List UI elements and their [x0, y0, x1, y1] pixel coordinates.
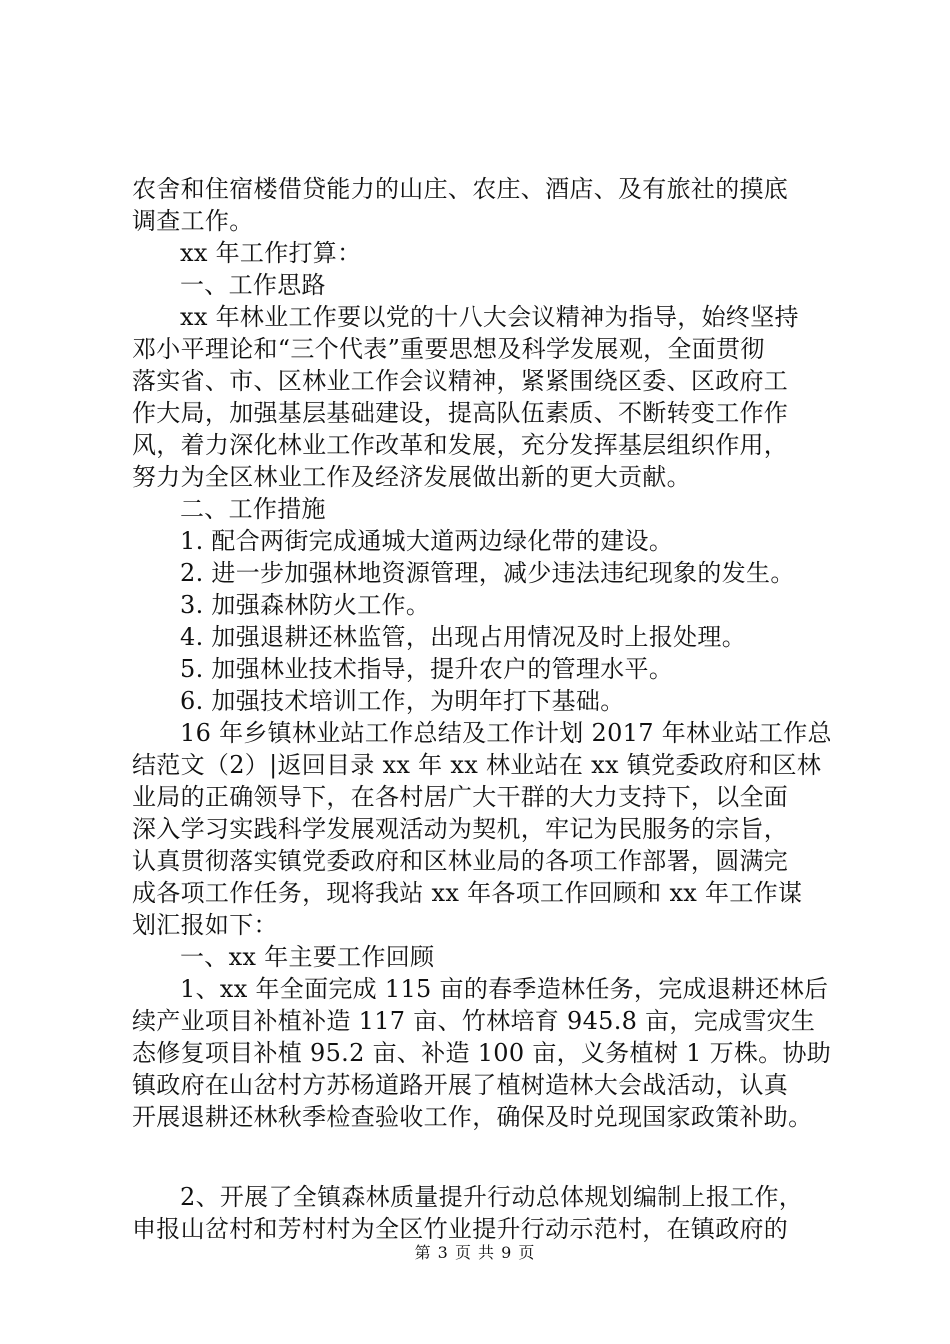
text-line: 申报山岔村和芳村村为全区竹业提升行动示范村，在镇政府的	[132, 1215, 789, 1243]
list-item: 1. 配合两街完成通城大道两边绿化带的建设。	[180, 527, 674, 555]
document-body	[132, 173, 832, 1245]
text-line: 态修复项目补植 95.2 亩、补造 100 亩，义务植树 1 万株。协助	[132, 1039, 832, 1067]
list-item: 2. 进一步加强林地资源管理，减少违法违纪现象的发生。	[180, 559, 795, 587]
list-item: 4. 加强退耕还林监管，出现占用情况及时上报处理。	[180, 623, 747, 651]
text-line: 划汇报如下：	[132, 911, 278, 939]
paragraph-start: 16 年乡镇林业站工作总结及工作计划 2017 年林业站工作总	[180, 719, 832, 747]
text-line: 镇政府在山岔村方苏杨道路开展了植树造林大会战活动，认真	[132, 1071, 789, 1099]
page-footer	[0, 1243, 950, 1263]
text-line: 开展退耕还林秋季检查验收工作，确保及时兑现国家政策补助。	[132, 1103, 813, 1131]
text-line: 调查工作。	[132, 207, 254, 235]
paragraph-start: 2、开展了全镇森林质量提升行动总体规划编制上报工作，	[180, 1183, 804, 1211]
text-line: 成各项工作任务，现将我站 xx 年各项工作回顾和 xx 年工作谋	[132, 879, 803, 907]
text-line: 农舍和住宿楼借贷能力的山庄、农庄、酒店、及有旅社的摸底	[132, 175, 789, 203]
text-line: 续产业项目补植补造 117 亩、竹林培育 945.8 亩，完成雪灾生	[132, 1007, 816, 1035]
text-line: 邓小平理论和“三个代表”重要思想及科学发展观，全面贯彻	[132, 335, 765, 363]
list-item: 3. 加强森林防火工作。	[180, 591, 431, 619]
paragraph-start: xx 年林业工作要以党的十八大会议精神为指导，始终坚持	[180, 303, 799, 331]
paragraph-start: 1、xx 年全面完成 115 亩的春季造林任务，完成退耕还林后	[180, 975, 829, 1003]
text-line: 落实省、市、区林业工作会议精神，紧紧围绕区委、区政府工	[132, 367, 789, 395]
text-line: 业局的正确领导下，在各村居广大干群的大力支持下，以全面	[132, 783, 789, 811]
section-heading: 二、工作措施	[180, 495, 326, 523]
list-item: 6. 加强技术培训工作，为明年打下基础。	[180, 687, 625, 715]
list-item: 5. 加强林业技术指导，提升农户的管理水平。	[180, 655, 674, 683]
text-line: 努力为全区林业工作及经济发展做出新的更大贡献。	[132, 463, 691, 491]
text-line: 结范文（2）|返回目录 xx 年 xx 林业站在 xx 镇党委政府和区林	[132, 751, 822, 779]
text-line: 风，着力深化林业工作改革和发展，充分发挥基层组织作用，	[132, 431, 789, 459]
section-heading: 一、xx 年主要工作回顾	[180, 943, 435, 971]
section-heading: xx 年工作打算：	[180, 239, 362, 267]
text-line: 深入学习实践科学发展观活动为契机，牢记为民服务的宗旨，	[132, 815, 789, 843]
page-number-label: 第 3 页 共 9 页	[414, 1243, 536, 1262]
section-heading: 一、工作思路	[180, 271, 326, 299]
text-line: 认真贯彻落实镇党委政府和区林业局的各项工作部署，圆满完	[132, 847, 789, 875]
paragraph-gap	[132, 1133, 832, 1181]
text-line: 作大局，加强基层基础建设，提高队伍素质、不断转变工作作	[132, 399, 789, 427]
